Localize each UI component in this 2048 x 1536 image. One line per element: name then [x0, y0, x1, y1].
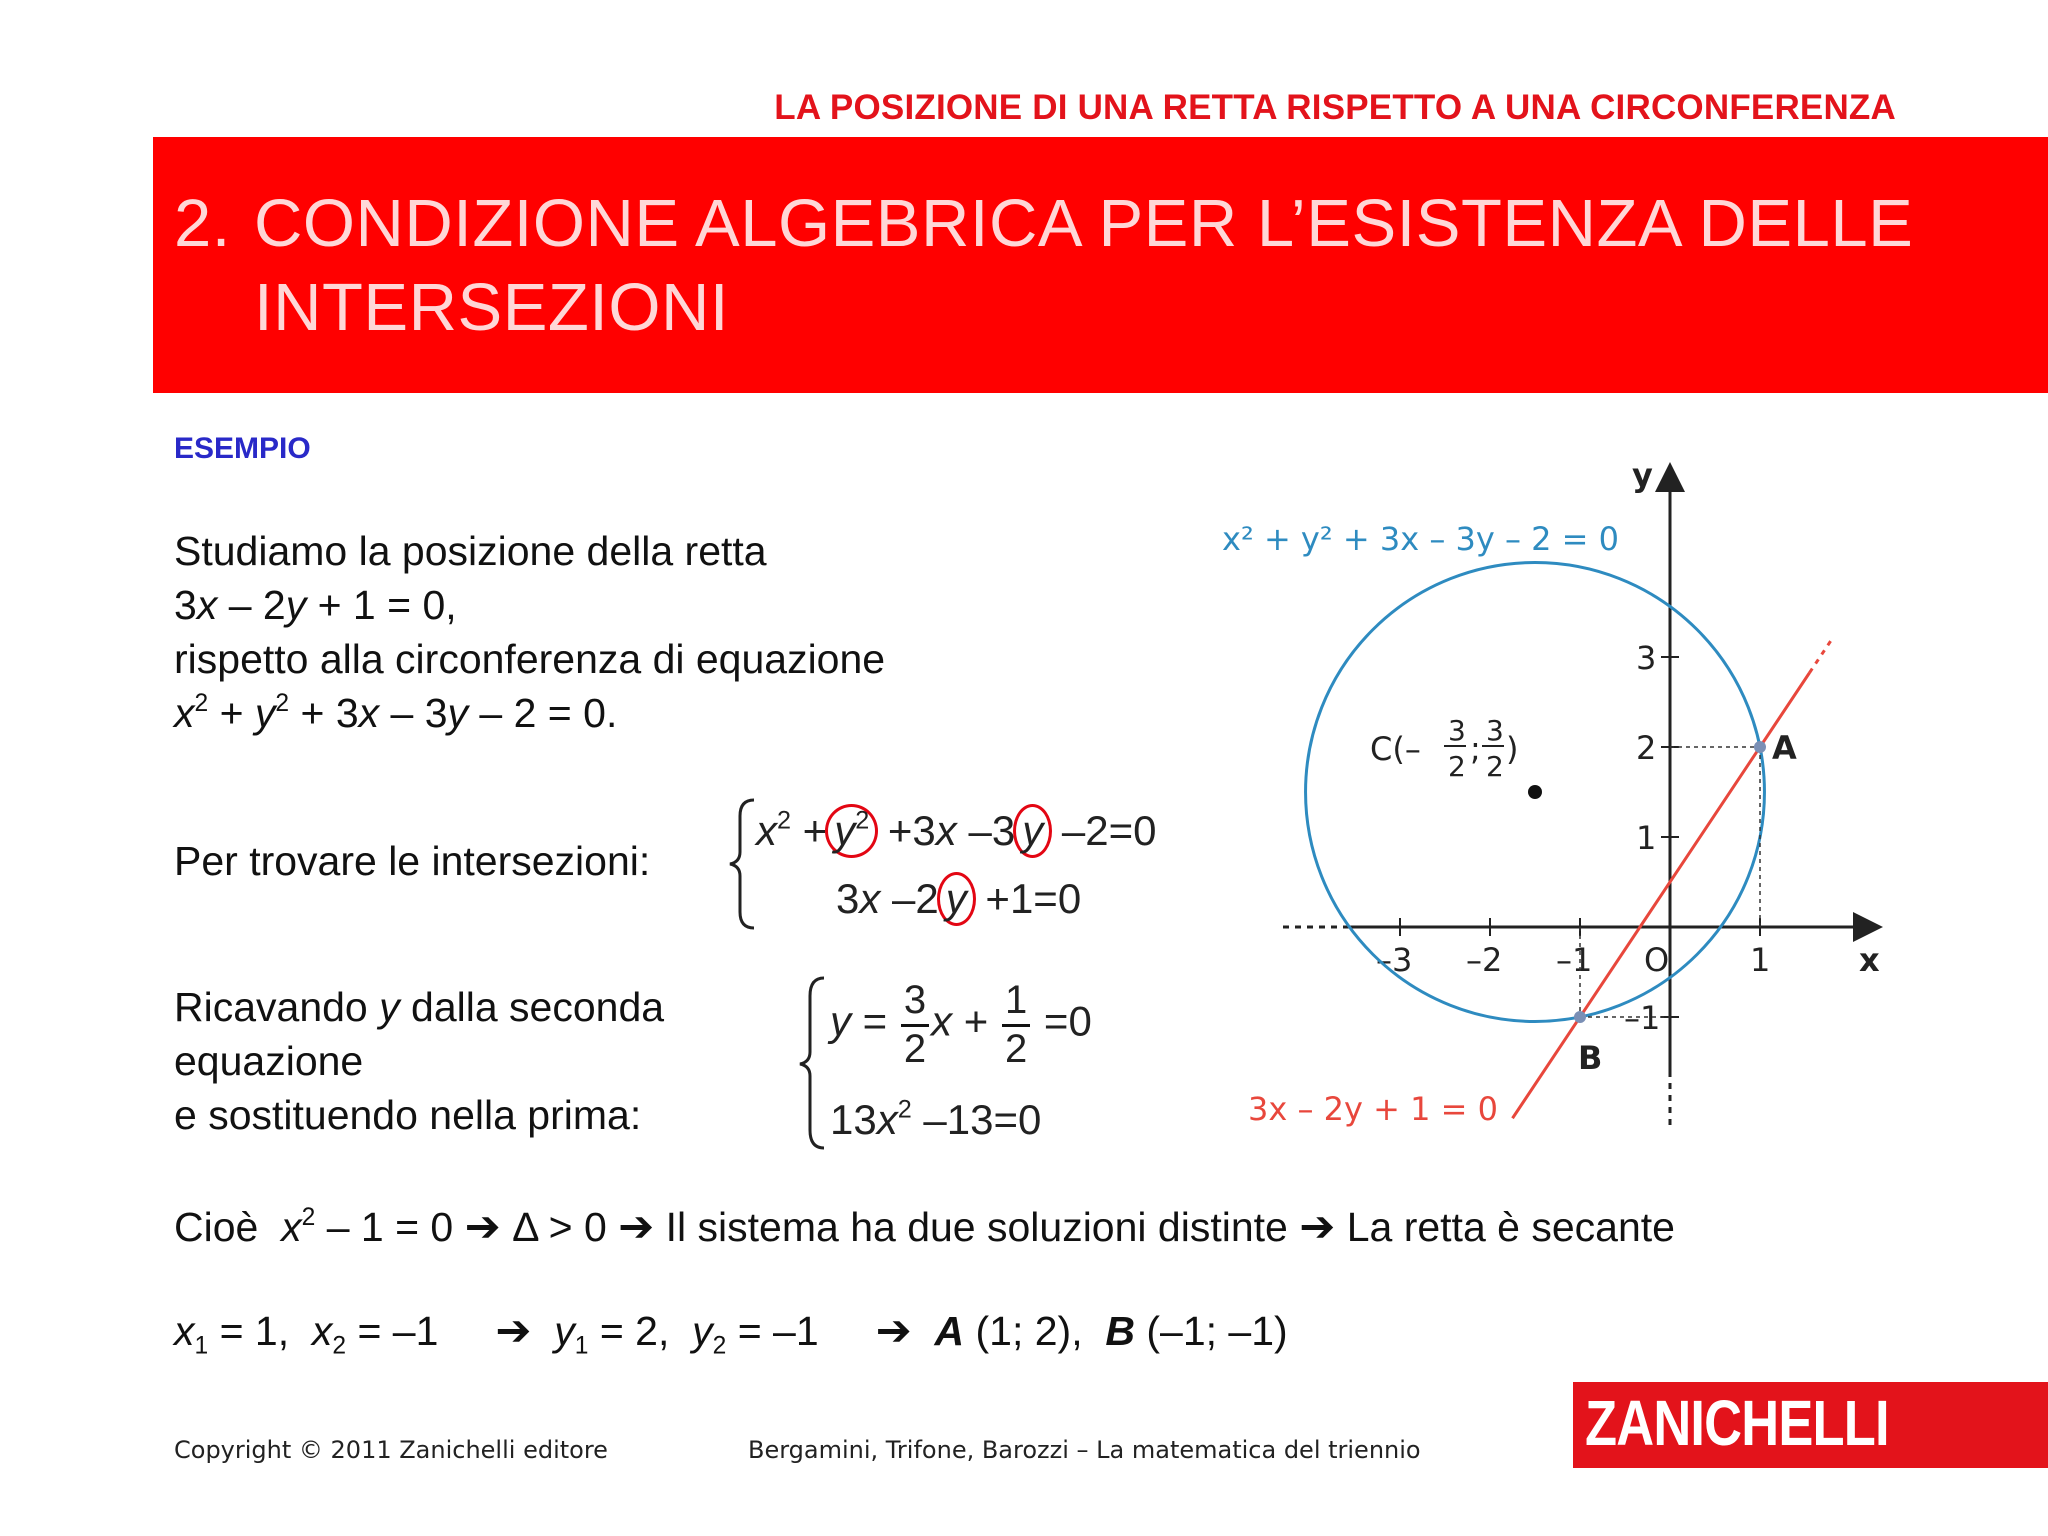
system-2-eq-2: $13x^2$ –13=0	[830, 1095, 1042, 1143]
intro-line-1: Studiamo la posizione della retta	[174, 528, 767, 574]
step2-text	[174, 980, 664, 1142]
svg-text:2: 2	[1486, 750, 1504, 783]
fraction: $\frac{1}{2}$	[1002, 980, 1030, 1069]
arrow-icon: ➔	[464, 1203, 501, 1251]
conclusion-statement-1: Il sistema ha due soluzioni distinte	[665, 1204, 1288, 1250]
x-axis-label: x	[1859, 941, 1880, 979]
system-brace-1	[726, 796, 760, 932]
x-tick-label: –2	[1466, 941, 1503, 979]
logo-text: ZANICHELLI	[1585, 1387, 1889, 1459]
center-label	[1370, 714, 1518, 783]
zanichelli-logo	[1573, 1382, 2048, 1468]
arrow-icon: ➔	[495, 1307, 532, 1355]
svg-text:3: 3	[1448, 714, 1466, 747]
intro-text	[174, 524, 885, 740]
graph	[1200, 440, 1920, 1160]
step2-line-1: Ricavando y dalla seconda	[174, 984, 665, 1030]
center-point	[1528, 785, 1542, 799]
slide-title-line-2: INTERSEZIONI	[254, 270, 730, 345]
delta-condition: Δ > 0	[512, 1204, 607, 1250]
circle-equation-label: x² + y² + 3x – 3y – 2 = 0	[1222, 520, 1619, 558]
title-number: 2.	[174, 186, 231, 261]
secant-line-dashed	[1810, 639, 1833, 673]
system-1-eq-2: 3x –2 y +1=0	[836, 872, 1081, 926]
highlight-circle: y	[1013, 804, 1052, 858]
system-2-eq-1: y = $\frac{3}{2}$ x + $\frac{1}{2}$ =0	[830, 978, 1092, 1071]
x-tick-label: –1	[1556, 941, 1593, 979]
svg-text:): )	[1506, 730, 1519, 768]
intro-line-3: rispetto alla circonferenza di equazione	[174, 636, 886, 682]
point-a-label: A	[1772, 729, 1797, 767]
point-b-label: B	[1578, 1039, 1603, 1077]
y-tick-label: –1	[1624, 999, 1661, 1037]
conclusion-prefix: Cioè	[174, 1204, 259, 1250]
conclusion-statement-2: La retta è secante	[1346, 1204, 1675, 1250]
arrow-icon: ➔	[875, 1307, 912, 1355]
intro-line-4: $x^2 + y^2 + 3x - 3y - 2 = 0$.	[174, 690, 618, 736]
step2-line-2: equazione	[174, 1038, 364, 1084]
system-brace-2	[796, 974, 830, 1152]
intro-line-2: 3x – 2y + 1 = 0,	[174, 582, 457, 628]
point-a	[1754, 741, 1766, 753]
point-b	[1574, 1011, 1586, 1023]
y-tick-label: 2	[1636, 729, 1657, 767]
svg-text:3: 3	[1486, 714, 1504, 747]
svg-text:;: ;	[1470, 730, 1481, 768]
line-equation-label: 3x – 2y + 1 = 0	[1248, 1090, 1498, 1128]
y-tick-label: 3	[1636, 639, 1657, 677]
y-axis-label: y	[1632, 456, 1653, 494]
arrow-icon: ➔	[618, 1203, 655, 1251]
copyright-text: Copyright © 2011 Zanichelli editore	[174, 1436, 608, 1464]
secant-line	[1513, 673, 1810, 1119]
highlight-circle: $y^2$	[825, 804, 878, 858]
section-label: ESEMPIO	[174, 432, 311, 465]
step1-label: Per trovare le intersezioni:	[174, 838, 651, 884]
system-1-eq-1: $x^2 + y^2 +3x$ –3 y –2=0	[756, 804, 1156, 858]
chapter-title: LA POSIZIONE DI UNA RETTA RISPETTO A UNA CIRCONFERENZA	[774, 88, 1896, 127]
svg-text:C(–: C(–	[1370, 730, 1421, 768]
y-tick-label: 1	[1636, 819, 1657, 857]
step2-line-3: e sostituendo nella prima:	[174, 1092, 642, 1138]
origin-label: O	[1644, 941, 1670, 979]
fraction: $\frac{3}{2}$	[901, 980, 929, 1069]
conclusion-line: Cioè $x^2 - 1 = 0$ ➔ Δ > 0 ➔ Il sistema ha due soluzioni distinte ➔ La retta è secante	[174, 1200, 1675, 1254]
arrow-icon: ➔	[1299, 1203, 1336, 1251]
solutions-line: $x_1 = 1$, $x_2 = -1$ ➔ $y_1 = 2$, $y_2 = -1$ ➔ A (1; 2), B (–1; –1)	[174, 1304, 1288, 1358]
slide-title-line-1: CONDIZIONE ALGEBRICA PER L’ESISTENZA DELLE	[254, 186, 1914, 261]
x-tick-label: 1	[1750, 941, 1771, 979]
title-band	[153, 137, 2048, 393]
svg-text:2: 2	[1448, 750, 1466, 783]
x-tick-label: –3	[1376, 941, 1413, 979]
highlight-circle: y	[937, 872, 976, 926]
book-credit: Bergamini, Trifone, Barozzi – La matematica del triennio	[748, 1436, 1421, 1464]
